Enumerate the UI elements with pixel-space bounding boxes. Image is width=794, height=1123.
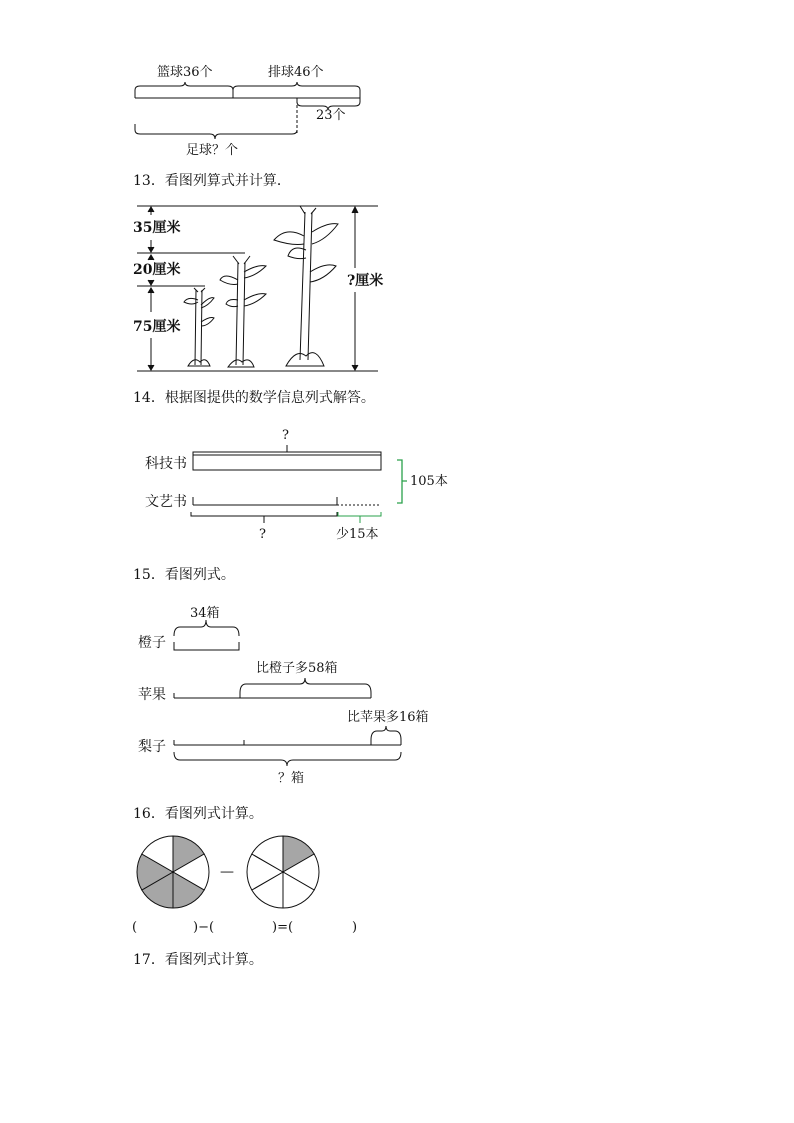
height-total: ?厘米	[347, 273, 384, 289]
label-pear-more: 比苹果多16箱	[347, 710, 429, 725]
plant-tall	[274, 206, 338, 366]
label-total-boxes: ？箱	[278, 771, 305, 786]
tech-books-bar	[193, 455, 381, 470]
q15-diagram	[174, 620, 401, 766]
brace-art	[191, 512, 337, 516]
label-basketball: 篮球36个	[157, 65, 213, 80]
eq-open: (	[132, 920, 138, 935]
brace-apple	[240, 678, 371, 693]
plant-medium	[220, 256, 266, 367]
label-volleyball: 排球46个	[268, 65, 324, 80]
label-tech-books: 科技书	[145, 456, 187, 472]
question-16-title: 16．看图列式计算。	[133, 806, 263, 822]
question-13-title: 13．看图列算式并计算．	[133, 173, 291, 189]
height-20: 20厘米	[133, 262, 181, 278]
label-art-books: 文艺书	[145, 494, 187, 510]
brace-volleyball	[233, 82, 360, 98]
eq-close: )	[352, 920, 358, 935]
plant-small	[184, 288, 214, 366]
q14-diagram	[191, 445, 407, 523]
eq-minus: )−(	[193, 920, 215, 935]
height-35: 35厘米	[133, 220, 181, 236]
label-less: 少15本	[336, 527, 379, 542]
circle-1	[137, 836, 209, 908]
label-pear: 梨子	[138, 739, 166, 755]
question-mark-top: ?	[282, 428, 289, 443]
brace-less	[338, 512, 381, 516]
label-apple: 苹果	[138, 687, 166, 703]
question-mark-bottom: ?	[259, 527, 266, 542]
label-orange: 橙子	[138, 635, 166, 651]
label-football: 足球？个	[186, 143, 239, 158]
label-diff: 23个	[316, 108, 346, 123]
brace-football	[135, 124, 297, 139]
brace-total	[397, 460, 407, 503]
minus-sign: —	[220, 864, 234, 880]
brace-pear-total	[174, 752, 401, 766]
brace-pear	[371, 726, 401, 740]
eq-equals: )=(	[272, 920, 294, 935]
question-15-title: 15．看图列式。	[133, 567, 235, 583]
question-14-title: 14．根据图提供的数学信息列式解答。	[133, 390, 375, 406]
label-apple-more: 比橙子多58箱	[256, 661, 338, 676]
orange-bar	[174, 642, 239, 650]
label-orange-value: 34箱	[190, 606, 220, 621]
brace-orange	[174, 620, 239, 636]
height-75: 75厘米	[133, 319, 181, 335]
label-total-books: 105本	[410, 474, 448, 489]
brace-basketball	[135, 82, 233, 98]
question-17-title: 17．看图列式计算。	[133, 952, 263, 968]
circle-2	[247, 836, 319, 908]
